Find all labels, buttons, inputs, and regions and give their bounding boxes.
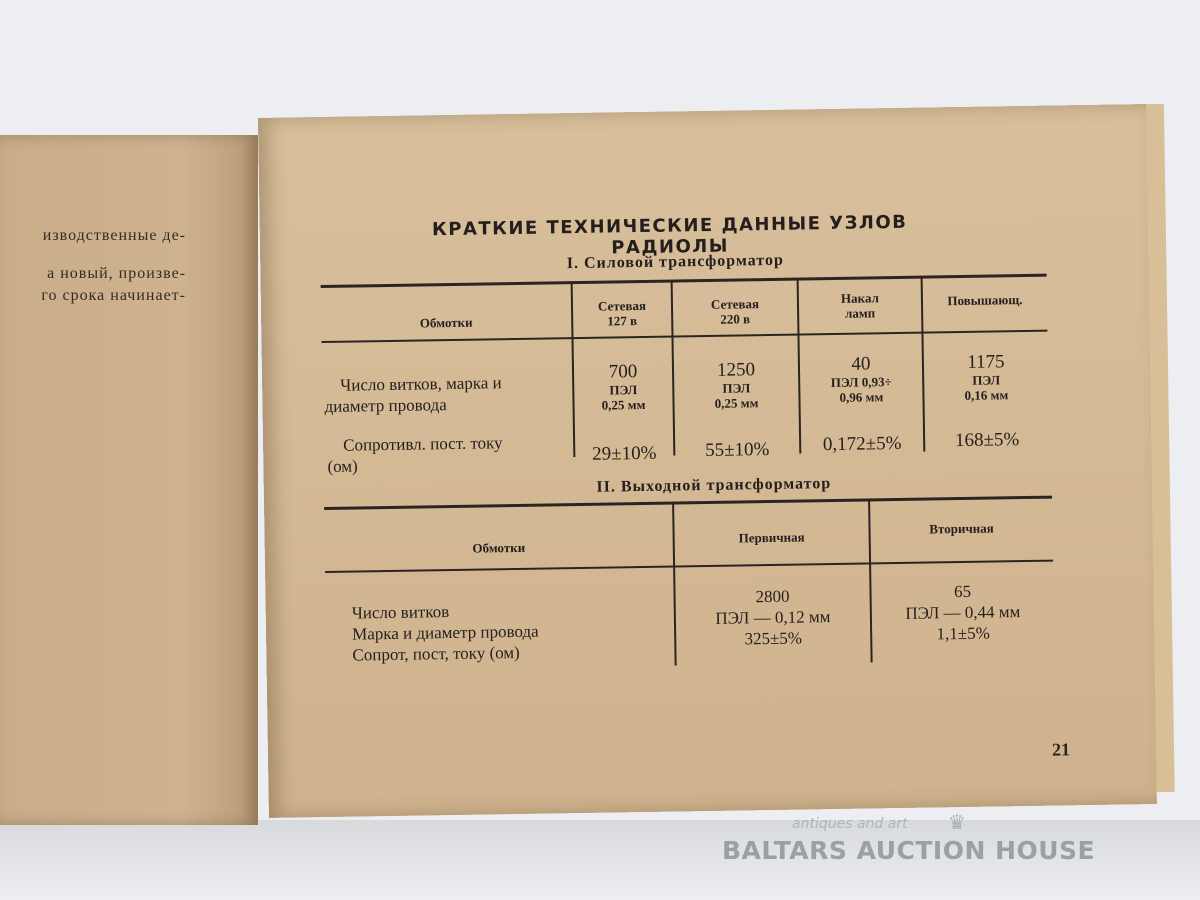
left-text-line: го срока начинает- [41,287,186,304]
table1-top-rule [321,274,1047,288]
table1-cell: 168±5% [954,429,1020,452]
table1-col-header: Сетевая 127 в [597,297,647,329]
left-text-line: изводственные де- [42,227,186,244]
table1-cell: 0,172±5% [822,432,902,456]
table2-primary-cell: 2800 ПЭЛ — 0,12 мм 325±5% [715,586,831,649]
right-page [258,104,1157,818]
page-heading: КРАТКИЕ ТЕХНИЧЕСКИЕ ДАННЫЕ УЗЛОВ РАДИОЛЫ [431,211,908,259]
left-page [0,135,258,825]
table1-row-label: Сопротивл. пост. току (ом) [327,433,503,476]
table2-header-label: Обмотки [472,539,526,556]
table1-cell: 55±10% [704,439,770,462]
table2-secondary-cell: 65 ПЭЛ — 0,44 мм 1,1±5% [905,581,1021,644]
page-number: 21 [1051,739,1071,760]
table2-top-rule [324,496,1052,510]
crown-icon: ♛ [948,810,966,834]
table1-header-rule [322,330,1048,343]
table1-cell: 1250 ПЭЛ 0,25 мм [714,359,759,411]
left-text-line: а новый, произве- [47,265,186,282]
table1-header-label: Обмотки [419,314,473,331]
table2-row-labels: Число витков Марка и диаметр провода Сопрот, пост, току (ом) [351,602,539,665]
table2-col-header: Первичная [738,529,805,546]
table2-header-rule [325,560,1053,573]
table1-cell: 700 ПЭЛ 0,25 мм [601,361,646,413]
section1-title: I. Силовой трансформатор [566,251,784,273]
table1-cell: 40 ПЭЛ 0,93÷ 0,96 мм [830,353,892,405]
watermark-tagline: antiques and art [792,816,908,832]
table1-col-header: Сетевая 220 в [710,296,760,327]
table1-col-header: Накал ламп [840,290,879,321]
table1-cell: 29±10% [592,442,657,465]
table1-row-label: Число витков, марка и диаметр провода [324,373,502,416]
section2-title: II. Выходной трансформатор [596,475,832,496]
table2-col-header: Вторичная [929,520,994,537]
table1-cell: 1175 ПЭЛ 0,16 мм [964,351,1009,403]
table1-col-header: Повышающ. [947,292,1023,309]
watermark-brand: BALTARS AUCTION HOUSE [722,836,1096,865]
